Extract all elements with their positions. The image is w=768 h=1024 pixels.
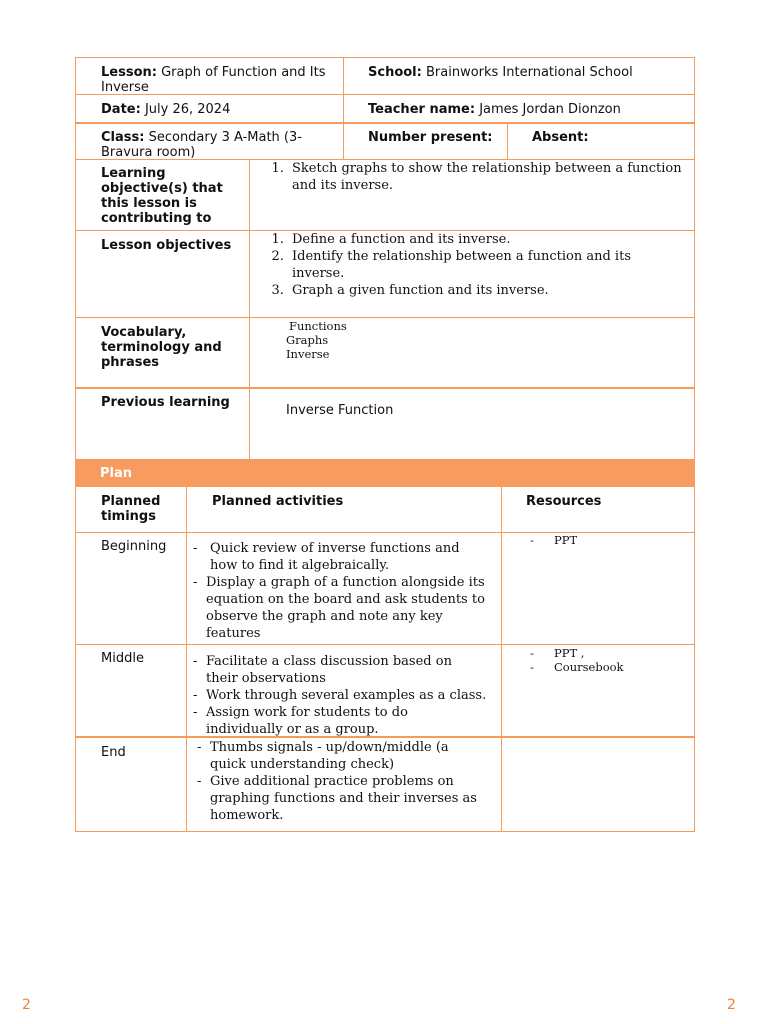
date-cell: [76, 95, 343, 122]
previous-learning-row: [75, 389, 695, 459]
school-cell: [343, 57, 694, 94]
teacher-value: James Jordan Dionzon: [479, 102, 621, 117]
lesson-label: Lesson:: [101, 65, 157, 80]
header-activities: Planned activities: [212, 494, 344, 509]
teacher-cell: [343, 95, 694, 122]
class-row: [75, 123, 695, 160]
vocabulary-label: Vocabulary, terminology and phrases: [101, 325, 222, 370]
resources-beginning: [501, 533, 694, 644]
timing-beginning-cell: [76, 533, 186, 644]
lesson-objectives-label-cell: [76, 231, 249, 317]
class-value: Secondary 3 A-Math (3-Bravura room): [101, 130, 302, 160]
header-timings: Planned timings: [101, 494, 161, 524]
timing-end-cell: [76, 738, 186, 831]
plan-table-header: [75, 487, 695, 533]
activity-middle-2: - Work through several examples as a class.: [193, 687, 487, 704]
activity-middle-1: - Facilitate a class discussion based on their observations: [193, 653, 487, 687]
school-value: Brainworks International School: [425, 65, 633, 80]
header-activities-cell: [186, 487, 501, 532]
activities-beginning: [186, 533, 501, 644]
activities-end: [186, 738, 501, 831]
activity-end-1: - Thumbs signals - up/down/middle (a quick understanding check): [197, 739, 487, 773]
activity-end-2: - Give additional practice problems on graphing functions and their inverses as homework.: [197, 773, 487, 824]
learning-objectives-label: Learning objective(s) that this lesson is contributing to: [101, 166, 223, 226]
learning-objectives-row: [75, 160, 695, 231]
previous-learning-label-cell: [76, 389, 249, 459]
activities-middle: [186, 645, 501, 736]
lesson-objectives-label: Lesson objectives: [101, 238, 232, 253]
vocab-item-inverse: Inverse: [286, 347, 330, 361]
lesson-objectives-row: [75, 231, 695, 318]
vocab-item-functions: Functions: [289, 319, 347, 333]
lesson-value: Graph of Function and Its Inverse: [101, 65, 326, 95]
class-cell: [76, 124, 343, 159]
class-label: Class:: [101, 130, 145, 145]
lesson-objective-item-1: 1. Define a function and its inverse.: [288, 231, 684, 248]
lesson-school-row: [75, 57, 695, 95]
resource-beginning-1: - PPT: [530, 533, 694, 547]
date-teacher-row: [75, 95, 695, 123]
timing-middle-cell: [76, 645, 186, 736]
absent-label: Absent:: [532, 130, 589, 145]
learning-objective-item: 1. Sketch graphs to show the relationship between a function and its inverse.: [288, 160, 684, 194]
resources-middle: [501, 645, 694, 736]
learning-objectives-content: [249, 160, 694, 230]
page-number-right: 2: [727, 997, 736, 1013]
timing-middle: Middle: [101, 651, 144, 666]
lesson-objective-item-3: 3. Graph a given function and its inverse.: [288, 282, 684, 299]
learning-objectives-label-cell: [76, 160, 249, 230]
number-present-cell: [343, 124, 507, 159]
plan-row-beginning: [75, 533, 695, 645]
header-timings-cell: [76, 487, 186, 532]
plan-header-bar: [75, 459, 695, 487]
activity-middle-3: - Assign work for students to do individually or as a group.: [193, 704, 487, 738]
teacher-label: Teacher name:: [368, 102, 476, 117]
resources-end: [501, 738, 694, 831]
activity-beginning-2: - Display a graph of a function alongside its equation on the board and ask students to observe the graph and note any key features: [193, 574, 487, 642]
vocab-item-graphs: Graphs: [286, 333, 329, 347]
lesson-objective-item-2: 2. Identify the relationship between a function and its inverse.: [288, 248, 684, 282]
resource-middle-1: - PPT ,: [530, 646, 694, 660]
school-label: School:: [368, 65, 422, 80]
lesson-objectives-content: [249, 231, 694, 317]
previous-learning-content: [249, 389, 694, 459]
previous-learning-value: Inverse Function: [286, 403, 394, 418]
previous-learning-label: Previous learning: [101, 395, 230, 410]
resource-middle-2: - Coursebook: [530, 660, 694, 674]
plan-title: Plan: [100, 466, 133, 481]
vocabulary-content: [249, 318, 694, 387]
header-resources: Resources: [526, 494, 602, 509]
absent-cell: [507, 124, 694, 159]
plan-row-end: [75, 738, 695, 832]
lesson-cell: [76, 57, 343, 94]
header-resources-cell: [501, 487, 694, 532]
vocabulary-label-cell: [76, 318, 249, 387]
date-value: July 26, 2024: [144, 102, 231, 117]
activity-beginning-1: - Quick review of inverse functions and how to find it algebraically.: [193, 540, 487, 574]
page-number-left: 2: [22, 997, 31, 1013]
number-present-label: Number present:: [368, 130, 493, 145]
plan-row-middle: [75, 645, 695, 738]
vocabulary-row: [75, 318, 695, 389]
timing-end: End: [101, 745, 126, 760]
date-label: Date:: [101, 102, 141, 117]
timing-beginning: Beginning: [101, 539, 167, 554]
